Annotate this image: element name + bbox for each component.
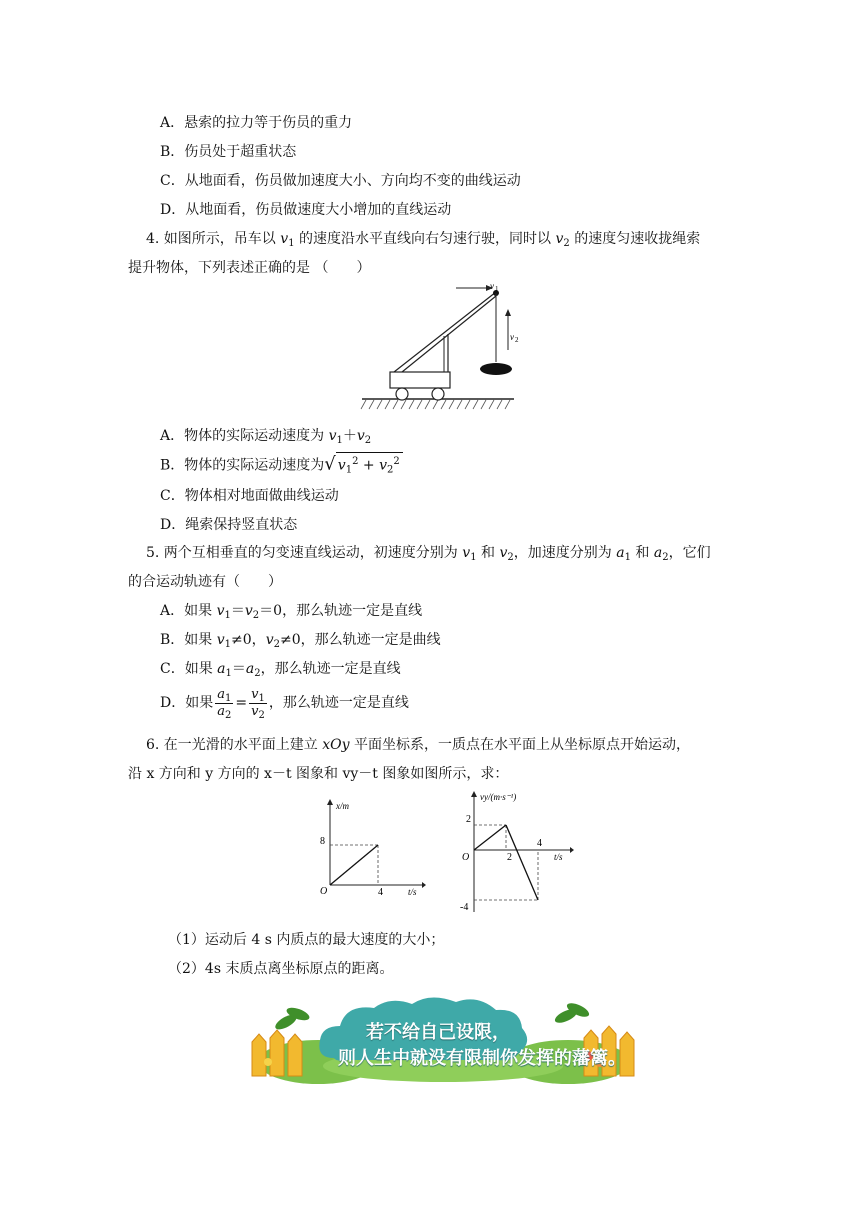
- vyt-chart: [458, 786, 576, 916]
- vyt-xtick-2: 2: [507, 852, 512, 863]
- q5-option-b: B．如果 $v_1\ne 0$，$v_2\ne 0$，那么轨迹一定是曲线: [160, 632, 441, 650]
- xt-ytick-8: 8: [320, 836, 325, 847]
- q4-option-c: C．物体相对地面做曲线运动: [160, 488, 339, 504]
- xt-chart: [316, 796, 426, 896]
- q3-option-c: C．从地面看，伤员做加速度大小、方向均不变的曲线运动: [160, 173, 521, 189]
- vyt-ytick-2: 2: [466, 814, 471, 825]
- xt-ylabel: x/m: [336, 801, 349, 811]
- vyt-xtick-4: 4: [537, 838, 542, 849]
- q4-option-a: A．物体的实际运动速度为 $v_1+v_2$: [160, 428, 372, 446]
- xt-xtick-4: 4: [378, 887, 383, 898]
- q3-option-b: B．伤员处于超重状态: [160, 144, 297, 160]
- q5-option-d: D．如果 $\frac{a_1}{a_2}$ = $\frac{v_1}{v_2}$ ，那么轨迹一定是直线: [160, 686, 409, 721]
- q5-stem-line2: 的合运动轨迹有（ ）: [128, 574, 282, 590]
- q4-option-b: B．物体的实际运动速度为√ $v_1^2 + v_2^2$: [160, 452, 403, 476]
- xt-xlabel: t/s: [408, 887, 417, 897]
- q4-option-d: D．绳索保持竖直状态: [160, 517, 298, 533]
- xt-segment-0: [330, 845, 378, 885]
- q6-stem-line1: 6. 在一光滑的水平面上建立 xOy 平面坐标系，一质点在水平面上从坐标原点开始运动，: [146, 737, 691, 753]
- crane-figure: [360, 278, 519, 416]
- q4-stem-line2: 提升物体，下列表述正确的是 （ ）: [128, 260, 371, 276]
- q5-stem-line1: 5. 两个互相垂直的匀变速直线运动，初速度分别为 $v_1$ 和 $v_2$，加速度分别为 $a_1$ 和 $a_2$，它们: [146, 545, 711, 563]
- q5-option-c: C．如果 $a_1=a_2$，那么轨迹一定是直线: [160, 661, 401, 679]
- svg-text:1: 1: [495, 285, 499, 293]
- vyt-origin: O: [462, 852, 470, 863]
- q6-subquestion-1: （1）运动后 4 s 内质点的最大速度的大小；: [168, 932, 445, 948]
- vyt-ylabel: vy/(m·s⁻¹): [480, 792, 517, 802]
- fraction-v: $\frac{v_1}{v_2}$: [251, 686, 265, 721]
- q5-option-a: A．如果 $v_1=v_2=0$，那么轨迹一定是直线: [160, 603, 423, 621]
- svg-text:2: 2: [515, 336, 519, 344]
- v1-label: v: [490, 281, 494, 291]
- v2-label: v: [510, 332, 514, 342]
- xt-origin: O: [320, 886, 328, 897]
- vyt-ytick-neg4: -4: [460, 902, 469, 913]
- vyt-segment-0: [474, 825, 506, 850]
- banner-line-1: 若不给自己设限，: [366, 1022, 510, 1043]
- q3-option-d: D．从地面看，伤员做速度大小增加的直线运动: [160, 202, 452, 218]
- fraction-a: $\frac{a_1}{a_2}$: [217, 686, 232, 721]
- motivational-banner: [248, 992, 636, 1080]
- q4-stem-line1: 4. 如图所示，吊车以 $v_1$ 的速度沿水平直线向右匀速行驶，同时以 $v_2$ 的速度匀速收拢绳索: [146, 231, 701, 249]
- q3-option-a: A．悬索的拉力等于伤员的重力: [160, 115, 353, 131]
- banner-line-2: 则人生中就没有限制你发挥的藩篱。: [338, 1048, 626, 1069]
- q6-subquestion-2: （2）4s 末质点离坐标原点的距离。: [168, 961, 394, 977]
- vyt-xlabel: t/s: [554, 852, 563, 862]
- q6-stem-line2: 沿 x 方向和 y 方向的 x－t 图象和 vy－t 图象如图所示，求：: [128, 766, 509, 782]
